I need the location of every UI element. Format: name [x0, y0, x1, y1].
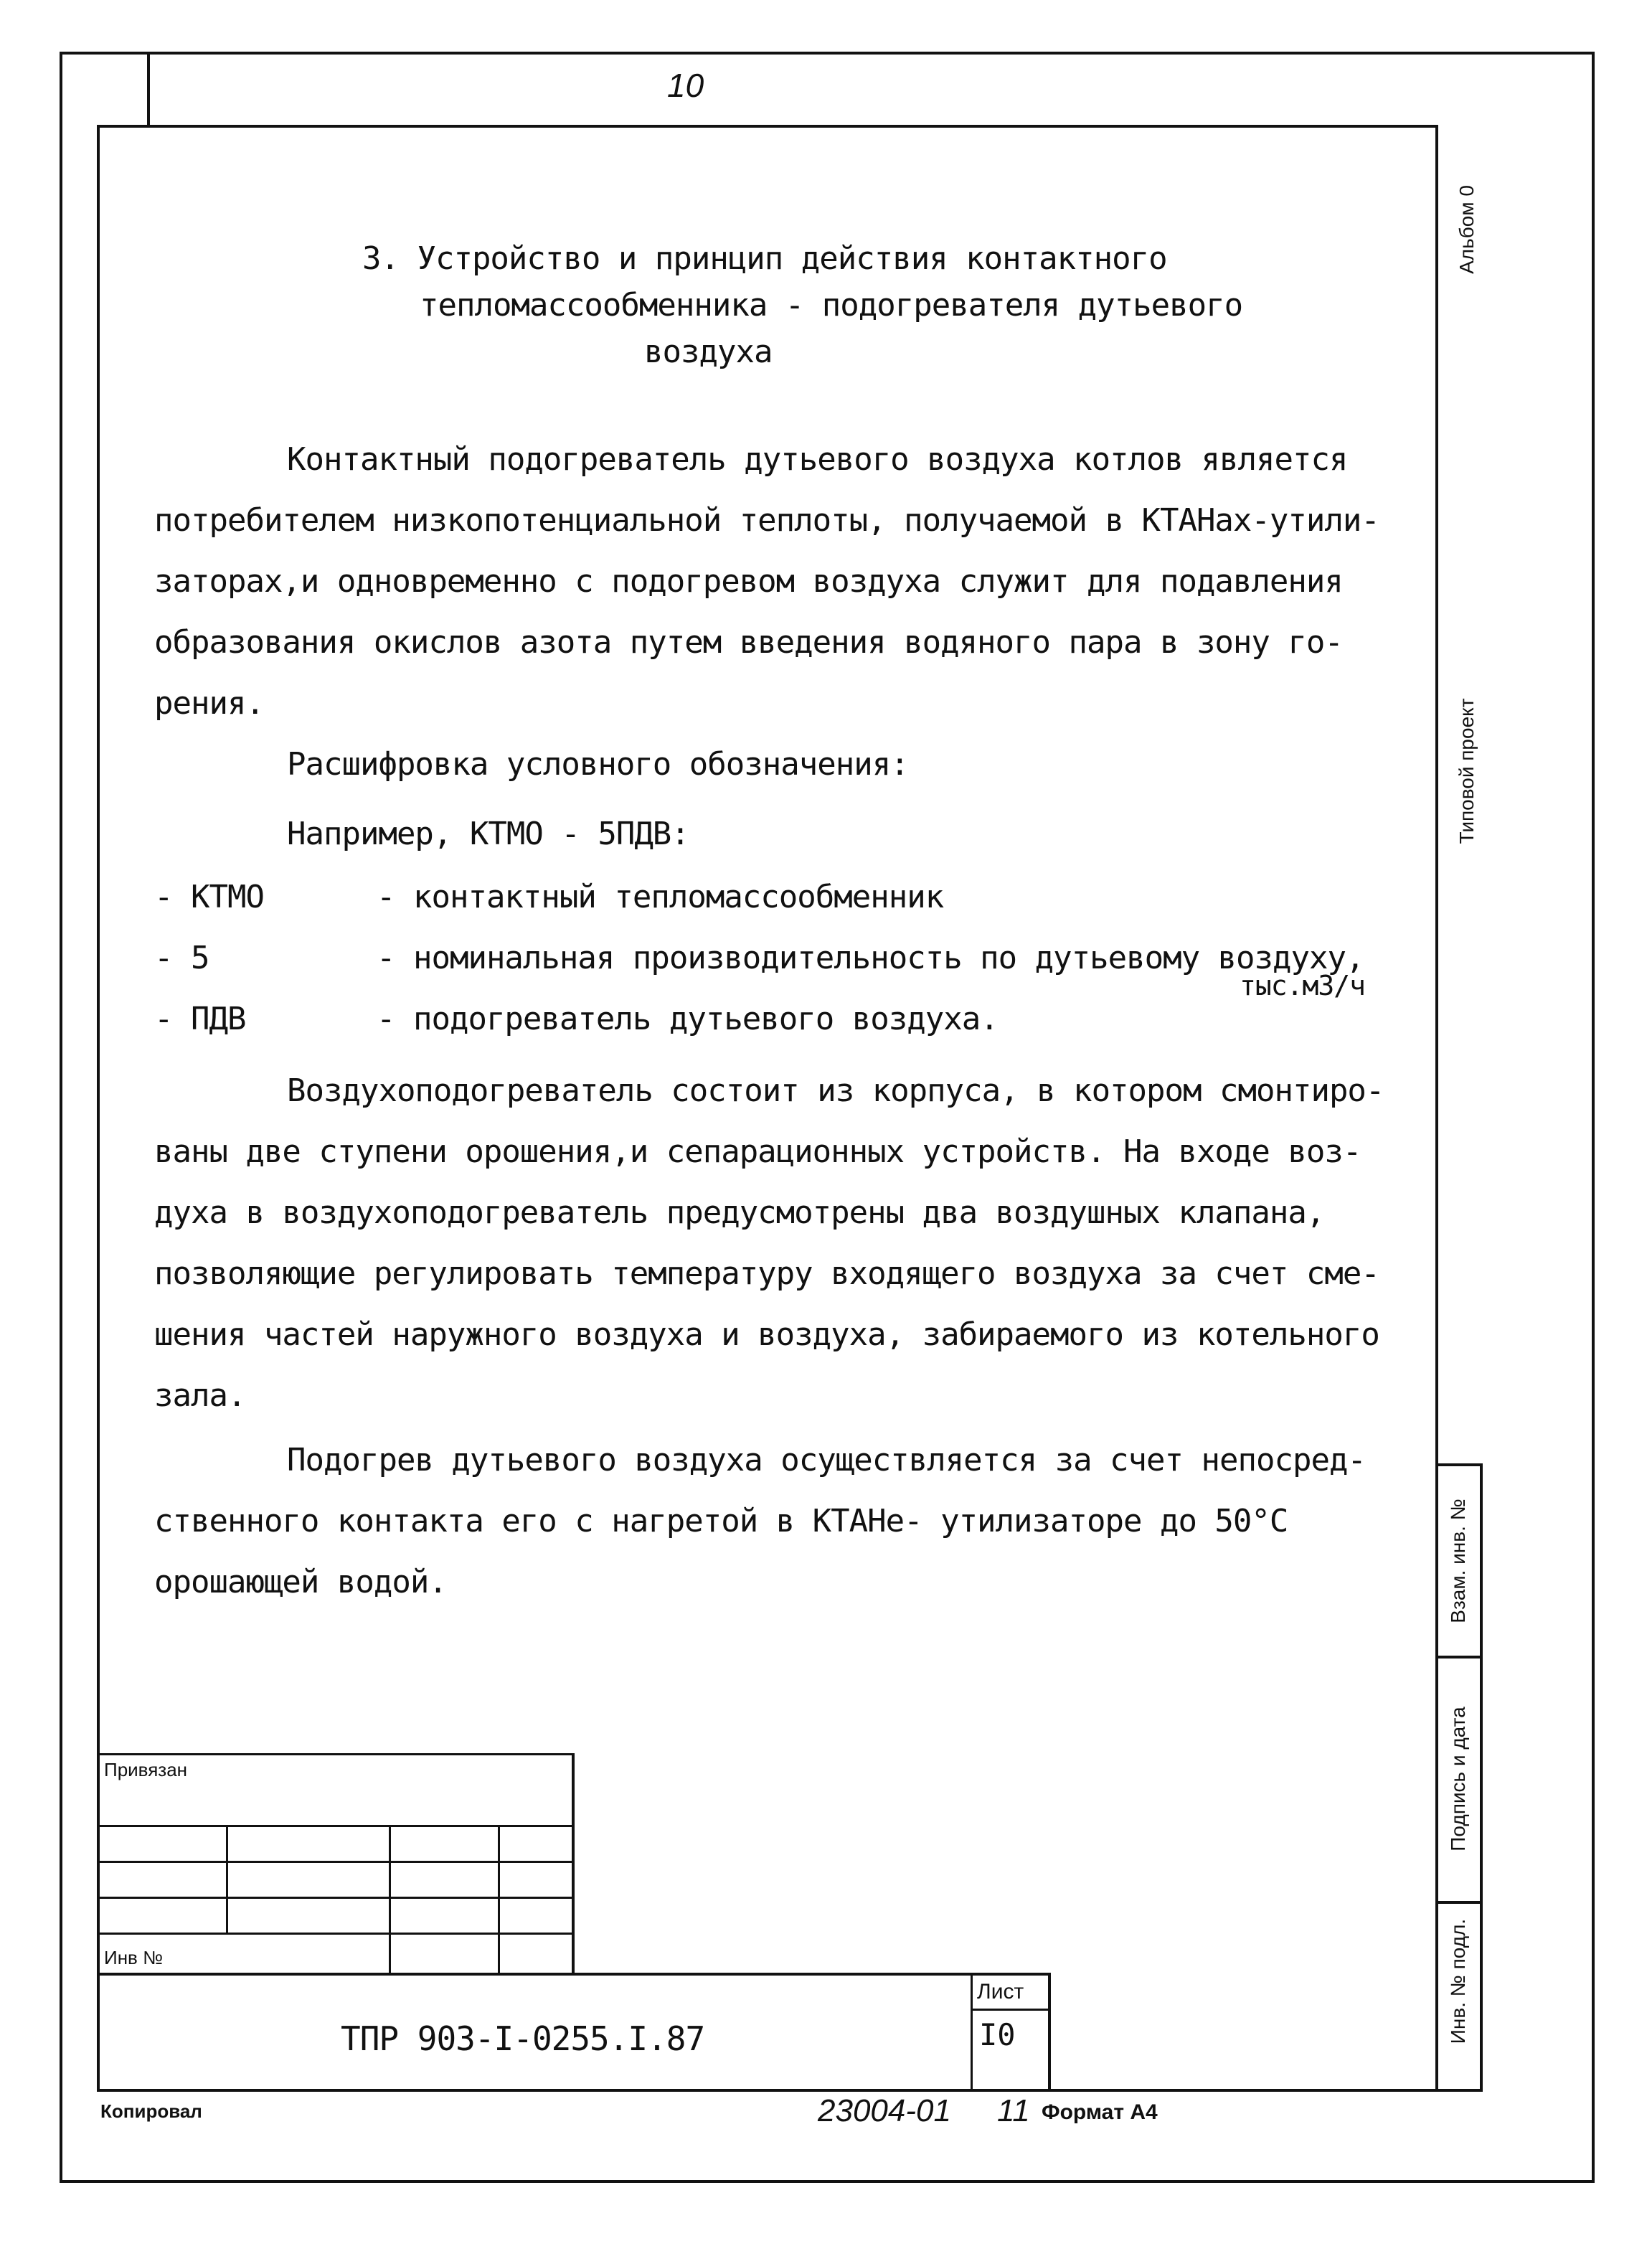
- document-code: ТПР 903-I-0255.I.87: [341, 2019, 705, 2058]
- paragraph2-line1: Воздухоподогреватель состоит из корпуса, в котором смонтиро-: [287, 1072, 1384, 1109]
- legend-code-ktmo: - КТМО: [154, 879, 264, 915]
- title-block-top: [100, 1973, 1051, 1976]
- paragraph1-line4: образования окислов азота путем введения водяного пара в зону го-: [154, 624, 1343, 661]
- inner-frame-top: [97, 125, 1438, 128]
- outer-frame-left: [60, 52, 62, 2182]
- footer-order-number: 23004-01: [818, 2093, 951, 2128]
- paragraph1-line5: рения.: [154, 685, 264, 722]
- side-label-vzam-inv: Взам. инв. №: [1447, 1499, 1469, 1623]
- legend-code-5: - 5: [154, 940, 209, 976]
- section-title-line1: 3. Устройство и принцип действия контактного: [362, 240, 1167, 277]
- paragraph2-line5: шения частей наружного воздуха и воздуха, забираемого из котельного: [154, 1316, 1379, 1353]
- footer-kopiroval: Копировал: [100, 2100, 202, 2122]
- top-box-divider: [147, 52, 150, 126]
- stamp-inv-no: Инв №: [104, 1947, 163, 1968]
- paragraph2-line6: зала.: [154, 1377, 246, 1414]
- section-title-line3: воздуха: [644, 334, 773, 370]
- legend-example: Например, КТМО - 5ПДВ:: [287, 816, 689, 852]
- binding-stamp: [100, 1753, 575, 1974]
- sheet-number: I0: [979, 2017, 1016, 2052]
- footer-format: Формат А4: [1042, 2100, 1158, 2124]
- paragraph2-line2: ваны две ступени орошения,и сепарационных устройств. На входе воз-: [154, 1133, 1361, 1170]
- paragraph3-line3: орошающей водой.: [154, 1564, 447, 1600]
- paragraph3-line1: Подогрев дутьевого воздуха осуществляется за счет непосред-: [287, 1442, 1366, 1478]
- paragraph1-line1: Контактный подогреватель дутьевого воздуха котлов является: [287, 441, 1348, 478]
- paragraph1-line2: потребителем низкопотенциальной теплоты, получаемой в КТАНах-утили-: [154, 502, 1379, 539]
- section-title-line2: тепломассообменника - подогревателя дутьевого: [420, 287, 1243, 324]
- side-label-album: Альбом 0: [1455, 185, 1478, 274]
- title-block-sheet-divider: [971, 1973, 973, 2089]
- side-label-inv-podl: Инв. № подл.: [1447, 1918, 1469, 2044]
- paragraph1-line3: заторах,и одновременно с подогревом воздуха служит для подавления: [154, 563, 1343, 600]
- outer-frame-top: [60, 52, 1595, 55]
- legend-desc-ktmo: - контактный тепломассообменник: [377, 879, 944, 915]
- outer-frame-bottom: [60, 2180, 1595, 2183]
- inner-frame-bottom: [97, 2089, 1483, 2092]
- side-label-typical-project: Типовой проект: [1455, 698, 1478, 844]
- paragraph2-line3: духа в воздухоподогреватель предусмотрены два воздушных клапана,: [154, 1194, 1325, 1231]
- page-number: 10: [667, 67, 704, 104]
- side-label-podpis-data: Подпись и дата: [1447, 1707, 1469, 1851]
- footer-sheet-mark: 11: [997, 2093, 1030, 2128]
- paragraph3-line2: ственного контакта его с нагретой в КТАНе- утилизаторе до 50°С: [154, 1503, 1288, 1539]
- stamp-privyazan: Привязан: [104, 1759, 188, 1780]
- outer-frame-right: [1592, 52, 1595, 2182]
- sheet-label: Лист: [977, 1980, 1024, 2004]
- legend-code-pdv: - ПДВ: [154, 1001, 246, 1037]
- title-block-sheet-label-line: [971, 2009, 1051, 2011]
- legend-desc-pdv: - подогреватель дутьевого воздуха.: [377, 1001, 999, 1037]
- paragraph2-line4: позволяющие регулировать температуру входящего воздуха за счет сме-: [154, 1255, 1379, 1292]
- title-block-right: [1048, 1973, 1051, 2089]
- legend-desc-5: - номинальная производительность по дутьевому воздуху,: [377, 940, 1364, 976]
- legend-heading: Расшифровка условного обозначения:: [287, 746, 909, 783]
- legend-unit-5: тыс.м3/ч: [1240, 970, 1366, 1001]
